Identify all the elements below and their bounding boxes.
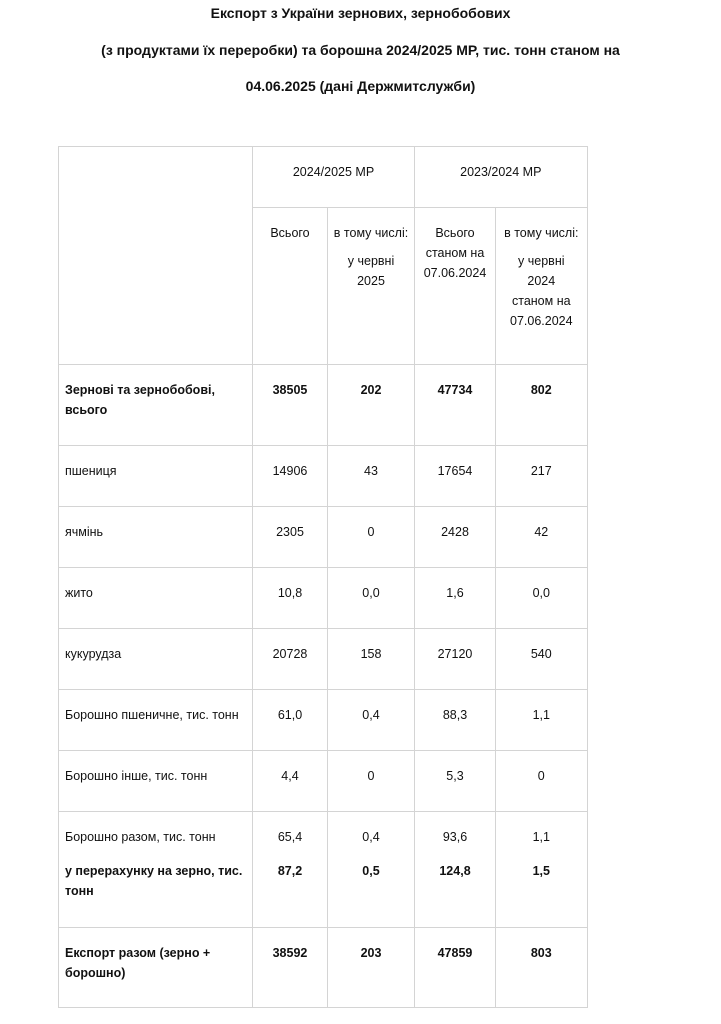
row-label: кукурудза: [59, 629, 253, 690]
export-table: [58, 146, 588, 1008]
flour-total-value-1: 65,4: [277, 830, 303, 844]
col-june-2024-header-a: в тому числі:: [504, 226, 579, 240]
row-value-3: 88,3: [415, 690, 496, 751]
row-value-2: 43: [328, 446, 415, 507]
col-june-2024-header: [496, 208, 588, 365]
row-value-1: 14906: [253, 446, 328, 507]
row-value-1: 4,4: [253, 751, 328, 812]
row-value-2: [328, 812, 415, 928]
row-label: Експорт разом (зерно + борошно): [59, 928, 253, 1008]
row-value-3: 27120: [415, 629, 496, 690]
col-june-2024-header-b: у червні 2024 станом на 07.06.2024: [510, 254, 573, 328]
row-value-3: 17654: [415, 446, 496, 507]
table-header-row-seasons: [59, 147, 588, 208]
flour-total-label: Борошно разом, тис. тонн: [65, 830, 216, 844]
flour-total-value-4: 1,1: [532, 830, 550, 844]
col-june-2025-header-a: в тому числі:: [333, 226, 409, 240]
row-value-1: 10,8: [253, 568, 328, 629]
row-value-4: 42: [496, 507, 588, 568]
table-row-grain-total: [59, 365, 588, 446]
table-row-corn: [59, 629, 588, 690]
row-value-4: 1,1: [496, 690, 588, 751]
col-total-header: Всього: [253, 208, 328, 365]
title-line-3: 04.06.2025 (дані Держмитслужби): [245, 78, 476, 94]
table-row-flour-total: [59, 812, 588, 928]
row-value-4: 803: [496, 928, 588, 1008]
row-value-4: 0: [496, 751, 588, 812]
grain-equivalent-value-1: 87,2: [277, 864, 303, 878]
flour-total-value-2: 0,4: [362, 830, 380, 844]
row-value-3: 1,6: [415, 568, 496, 629]
row-value-2: 0,0: [328, 568, 415, 629]
season-2023-2024-header: 2023/2024 МР: [415, 147, 588, 208]
row-value-2: 158: [328, 629, 415, 690]
row-value-2: 203: [328, 928, 415, 1008]
col-total-2024-header: Всього станом на 07.06.2024: [415, 208, 496, 365]
flour-total-value-3: 93,6: [442, 830, 468, 844]
empty-header-cell: [59, 147, 253, 365]
table-row-rye: [59, 568, 588, 629]
row-value-3: 47734: [415, 365, 496, 446]
season-2024-2025-header: 2024/2025 МР: [253, 147, 415, 208]
title-line-1: Експорт з України зернових, зернобобових: [210, 5, 511, 21]
row-label: [59, 812, 253, 928]
row-label: жито: [59, 568, 253, 629]
table-row-wheat: [59, 446, 588, 507]
row-value-2: 202: [328, 365, 415, 446]
row-value-2: 0: [328, 751, 415, 812]
row-value-4: 540: [496, 629, 588, 690]
row-value-3: 5,3: [415, 751, 496, 812]
row-value-4: 802: [496, 365, 588, 446]
table-row-export-total: [59, 928, 588, 1008]
col-june-2025-header-b: у червні 2025: [347, 254, 395, 288]
row-value-4: 217: [496, 446, 588, 507]
row-value-1: [253, 812, 328, 928]
row-label: Зернові та зернобобові, всього: [59, 365, 253, 446]
row-value-4: 0,0: [496, 568, 588, 629]
row-value-2: 0: [328, 507, 415, 568]
row-value-3: 47859: [415, 928, 496, 1008]
row-value-1: 38592: [253, 928, 328, 1008]
row-value-1: 20728: [253, 629, 328, 690]
table-row-barley: [59, 507, 588, 568]
grain-equivalent-value-3: 124,8: [439, 864, 471, 878]
grain-equivalent-value-2: 0,5: [362, 864, 380, 878]
row-value-3: [415, 812, 496, 928]
grain-equivalent-label: у перерахунку на зерно, тис. тонн: [65, 864, 243, 898]
row-value-1: 61,0: [253, 690, 328, 751]
row-label: пшениця: [59, 446, 253, 507]
table-row-wheat-flour: [59, 690, 588, 751]
row-value-1: 2305: [253, 507, 328, 568]
title-line-2: (з продуктами їх переробки) та борошна 2024/2025 МР, тис. тонн станом на: [101, 42, 620, 58]
row-value-4: [496, 812, 588, 928]
row-value-1: 38505: [253, 365, 328, 446]
row-label: Борошно інше, тис. тонн: [59, 751, 253, 812]
row-value-3: 2428: [415, 507, 496, 568]
col-june-2025-header: [328, 208, 415, 365]
row-label: ячмінь: [59, 507, 253, 568]
row-label: Борошно пшеничне, тис. тонн: [59, 690, 253, 751]
table-row-other-flour: [59, 751, 588, 812]
row-value-2: 0,4: [328, 690, 415, 751]
grain-equivalent-value-4: 1,5: [532, 864, 550, 878]
